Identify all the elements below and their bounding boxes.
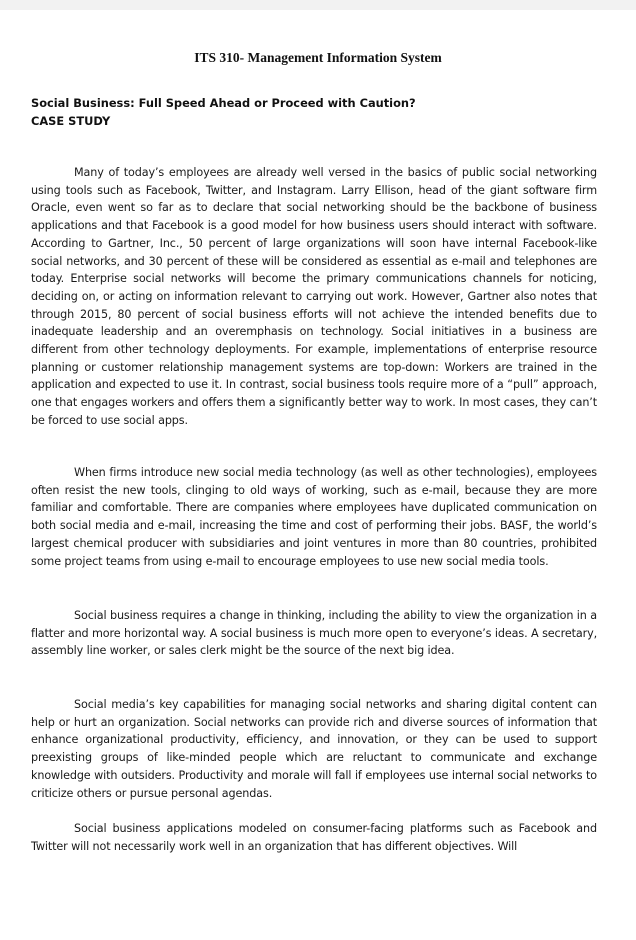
top-edge bbox=[0, 0, 636, 10]
case-study-title: Social Business: Full Speed Ahead or Proceed with Caution? bbox=[31, 96, 416, 110]
paragraph-4: Social media’s key capabilities for managing social networks and sharing digital content can help or hurt an organization. Social networks can provide rich and diverse sources of information that enhance organizational productivity, efficiency, and innovation, or they can be used to support preexisting groups of like-minded people which are reluctant to communicate and exchange knowledge with outsiders. Productivity and morale will fall if employees use internal social networks to criticize others or pursue personal agendas. bbox=[31, 698, 597, 800]
document-title: ITS 310- Management Information System bbox=[194, 50, 442, 65]
paragraph-5: Social business applications modeled on consumer-facing platforms such as Facebook and Twitter will not necessarily work well in an organization that has different objectives. Will bbox=[31, 822, 597, 853]
paragraph-1: Many of today’s employees are already well versed in the basics of public social networking using tools such as Facebook, Twitter, and Instagram. Larry Ellison, head of the giant software firm Oracle, even went so far as to declare that social networking should be the backbone of business applications and that Facebook is a good model for how business users should interact with software. According to Gartner, Inc., 50 percent of large organizations will soon have internal Facebook-like social networks, and 30 percent of these will be considered as essential as e-mail and telephones are today. Enterprise social networks will become the primary communications channels for noticing, deciding on, or acting on information relevant to carrying out work. However, Gartner also notes that through 2015, 80 percent of social business efforts will not achieve the intended benefits due to inadequate leadership and an overemphasis on technology. Social initiatives in a business are different from other technology deployments. For example, implementations of enterprise resource planning or customer relationship management systems are top-down: Workers are trained in the application and expected to use it. In contrast, social business tools require more of a “pull” approach, one that engages workers and offers them a significantly better way to work. In most cases, they can’t be forced to use social apps. bbox=[31, 166, 597, 427]
paragraph-3: Social business requires a change in thinking, including the ability to view the organization in a flatter and more horizontal way. A social business is much more open to everyone’s ideas. A secretary, assembly line worker, or sales clerk might be the source of the next big idea. bbox=[31, 609, 597, 658]
paragraph-2: When firms introduce new social media technology (as well as other technologies), employees often resist the new tools, clinging to old ways of working, such as e-mail, because they are more familiar and comfortable. There are companies where employees have duplicated communication on both social media and e-mail, increasing the time and cost of performing their jobs. BASF, the world’s largest chemical producer with subsidiaries and joint ventures in more than 80 countries, prohibited some project teams from using e-mail to encourage employees to use new social media tools. bbox=[31, 466, 597, 568]
case-study-label: CASE STUDY bbox=[31, 114, 111, 128]
